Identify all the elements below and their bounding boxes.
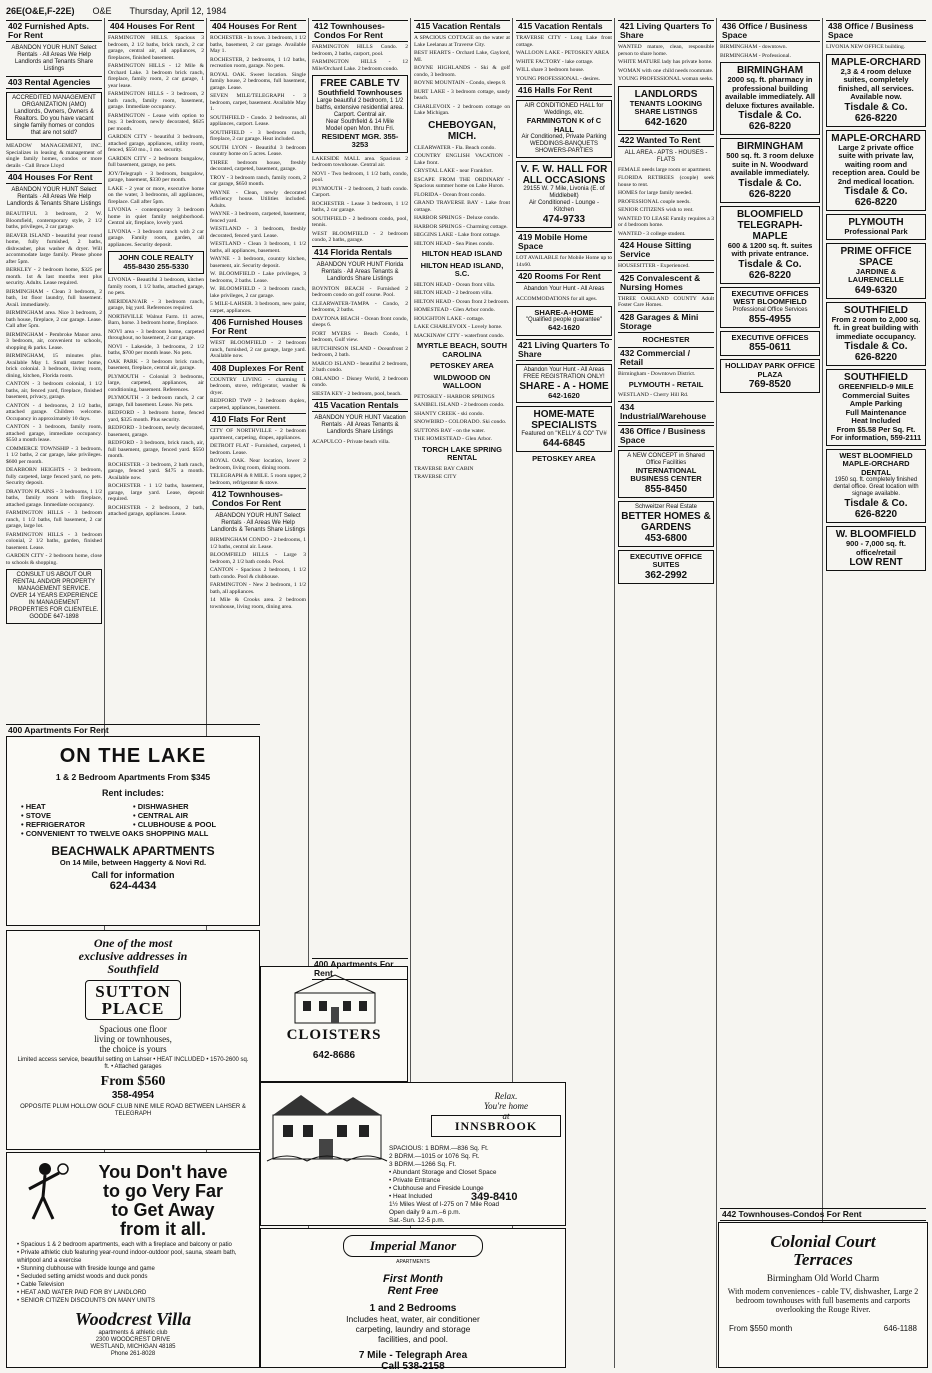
share-a-home-ad: SHARE-A-HOME "Qualified people guarantee" 642-1620: [516, 306, 612, 336]
classified-ad: WAYNE - 3 bedroom, carpeted, basement, fenced yard.: [210, 211, 306, 224]
ad-description: Spacious one floor living or townhouses, the choice is yours: [94, 1024, 172, 1054]
classified-ad: W. BLOOMFIELD - Lake privileges, 3 bedrooms, 2 baths. Lease.: [210, 271, 306, 284]
classified-ad: OAK PARK - 3 bedroom brick ranch, basement, fireplace, central air, garage.: [108, 358, 204, 371]
ad-subtitle: 1 & 2 Bedroom Apartments From $345: [55, 772, 211, 782]
classified-ad: YOUNG PROFESSIONAL - desires.: [516, 75, 601, 82]
classified-ad: BIRMINGHAM CONDO - 2 bedrooms, 1 1/2 baths, central air. Lease.: [210, 537, 306, 550]
classified-ad: SANIBEL ISLAND - 2 bedroom condo.: [414, 402, 505, 408]
masthead: [6, 4, 926, 18]
building-illustration: [291, 973, 379, 1025]
classified-ad: FARMINGTON - Lease with option to buy. 3 bedroom, newly decorated, $625 per month.: [108, 112, 204, 132]
classified-ad: WILL share 3 bedroom house.: [516, 67, 585, 73]
section-header: 415 Vacation Rentals: [516, 20, 612, 33]
classified-ad: WANTED TO LEASE Family requires a 3 or 4 bedroom home.: [618, 215, 714, 228]
classified-ad: GARDEN CITY - 2 bedroom bungalow, full basement, garage, no pets.: [108, 155, 204, 168]
section-header: 415 Vacation Rentals: [312, 399, 408, 412]
section-header: 420 Rooms For Rent: [516, 270, 612, 283]
classified-ad: GARDEN CITY - beautiful 3 bedroom, attached garage, appliances, utility room, fenced, $550 mo., 1 mo. security.: [108, 134, 204, 153]
amenity: • CONVENIENT TO TWELVE OAKS SHOPPING MALL: [21, 829, 209, 838]
section-header: 406 Furnished Houses For Rent: [210, 316, 306, 338]
classified-ad: SIESTA KEY - 2 bedroom, pool, beach.: [312, 390, 402, 397]
classified-ad: WILDWOOD ON WALLOON: [433, 372, 491, 390]
section-header: 404 Houses For Rent: [108, 20, 204, 33]
classified-ad: REDFORD - 3 bedroom, brick ranch, air, full basement, garage, fenced yard. $550 month.: [108, 440, 204, 459]
classified-ad: BEAVER ISLAND - beautiful year round home, fully furnished, 2 baths, dishwasher, plus washer & dryer. Will accommodate large family. Please phone after 5pm.: [6, 232, 102, 265]
classified-ad: DEARBORN HEIGHTS - 3 bedroom, fully carpeted, large fenced yard, no pets. Security deposit.: [6, 467, 102, 486]
section-header: 424 House Sitting Service: [618, 239, 714, 261]
imperial-manor-logo: Imperial Manor: [343, 1235, 483, 1257]
property-location: 7 Mile - Telegraph Area Call 538-2158: [358, 1350, 468, 1372]
phone-number: 624-4434: [109, 880, 157, 892]
classified-ad: WANTED mature, clean, responsible person to share home.: [618, 44, 714, 57]
classified-ad: WOMAN with one child needs roommate.: [618, 67, 714, 74]
section-header: 422 Wanted To Rent: [618, 134, 714, 147]
column-4: [312, 18, 408, 962]
classified-ad: NOVI - Two bedroom, 1 1/2 bath, condo, pool.: [312, 170, 408, 183]
section-header: 432 Commercial / Retail: [618, 347, 714, 369]
ad-title: ON THE LAKE: [59, 745, 207, 767]
classified-ad: THREE bedroom house, freshly decorated, carpeted, basement, garage.: [210, 159, 306, 172]
cloisters-ad: [260, 966, 408, 1082]
classified-ad: DETROIT FLAT - Furnished, carpeted, 1 bedroom. Lease.: [210, 443, 306, 456]
classified-ad: ESCAPE FROM THE ORDINARY - Spacious summer home on Lake Huron.: [414, 176, 510, 189]
classified-ad: SOUTHFIELD - 2 bedroom condo, pool, tennis.: [312, 215, 408, 228]
ad-description: With modern conveniences - cable TV, dishwasher, Large 2 bedroom townhouses with full basements and carports overlooking the Rouge River.: [727, 1287, 919, 1314]
classified-ad: ROCHESTER, 2 bedrooms, 1 1/2 baths, recreation room, garage. No pets.: [210, 56, 306, 69]
classified-ad: TRAVERSE BAY CABIN: [414, 465, 474, 472]
classified-ad: W. BLOOMFIELD - 3 bedroom ranch, lake privileges, 2 car garage.: [210, 286, 306, 299]
classified-ad: PLYMOUTH - 3 bedroom ranch, 2 car garage, full basement. Lease. No pets.: [108, 395, 204, 408]
section-header: 414 Florida Rentals: [312, 246, 408, 259]
tisdale-ad: BIRMINGHAM 500 sq. ft. 3 room deluxe suite in N. Woodward available immediately. Tisdale & Co. 626-8220: [720, 138, 820, 203]
ad-details: Limited access service, beautiful setting on Lahser • HEAT INCLUDED • 1570-2600 sq. ft. • Attached garages: [17, 1057, 249, 1070]
section-header: 434 Industrial/Warehouse: [618, 401, 714, 423]
classified-ad: HUTCHINSON ISLAND - Oceanfront 2 bedroom, 2 bath.: [312, 345, 408, 358]
classified-ad: CRYSTAL LAKE - near Frankfort.: [414, 168, 494, 174]
section-header: 421 Living Quarters To Share: [618, 20, 714, 42]
w-bloomfield-ad: W. BLOOMFIELD 900 - 7,000 sq. ft. office/retail LOW RENT: [826, 526, 926, 571]
classified-ad: ROCHESTER - Lease 3 bedroom, 1 1/2 baths, 2 car garage.: [312, 200, 408, 213]
amenity: • DISHWASHER: [133, 802, 189, 811]
ad-subtitle: Birmingham Old World Charm: [766, 1273, 880, 1283]
classified-ad: BOYNTON BEACH - Furnished 2 bedroom condo on golf course. Pool.: [312, 285, 408, 298]
section-header: 400 Apartments For Rent: [6, 724, 260, 737]
classified-ad: SOUTHFIELD - 3 bedroom ranch, fireplace, 2 car garage. Heat included.: [210, 129, 306, 142]
classified-ad: THREE OAKLAND COUNTY Adult Foster Care Homes.: [618, 295, 714, 308]
classified-ad: ROCHESTER - In town. 3 bedroom, 1 1/2 baths, basement, 2 car garage. Available May 1.: [210, 35, 306, 54]
phone-number: 358-4954: [111, 1090, 155, 1101]
classified-ad: MARCO ISLAND - beautiful 2 bedroom, 2 bath condo.: [312, 360, 408, 373]
plymouth-ad: PLYMOUTH Professional Park: [826, 214, 926, 240]
section-header: 416 Halls For Rent: [516, 84, 612, 97]
beachwalk-ad: [6, 736, 260, 926]
classified-ad: WEST BLOOMFIELD - 2 bedroom condo, 2 baths, garage.: [312, 230, 408, 243]
classified-ad: FARMINGTON - New 2 bedroom, 1 1/2 bath, all appliances.: [210, 582, 306, 595]
slogan-line: One of the most: [93, 936, 173, 950]
classified-ad: FLORIDA RETIREES (couple) seek house to rent.: [618, 175, 714, 188]
classified-ad: Abandon Your Hunt - All Areas: [523, 286, 605, 292]
amenity: • Spacious 1 & 2 bedroom apartments, each with a fireplace and balcony or patio: [17, 1242, 232, 1248]
classified-ad: REDFORD - 3 bedroom, newly decorated, basement, garage.: [108, 425, 204, 438]
prime-office-ad: PRIME OFFICE SPACE JARDINE & LAURENCELLE 649-6320: [826, 243, 926, 299]
classified-ad: CANTON - 3 bedroom, family room, attached garage, immediate occupancy. $550 a month lease.: [6, 424, 102, 443]
classified-ad: LAKE - 2 year or more, executive home on the water, 3 bedrooms, all appliances, fireplace. Call after 5pm.: [108, 185, 204, 205]
classified-ad: LAKESIDE MALL area. Spacious 2 bedroom townhouse. Central air.: [312, 155, 408, 168]
tisdale-ad: WEST BLOOMFIELD MAPLE-ORCHARD DENTAL 1950 sq. ft. completely finished dental office. Great location with signage available. Tisdale & Co. 626-8220: [826, 449, 926, 524]
holliday-park-ad: HOLLIDAY PARK OFFICE PLAZA 769-8520: [720, 359, 820, 393]
section-header: 419 Mobile Home Space: [516, 231, 612, 253]
classified-ad: ABANDON YOUR HUNT Florida Rentals · All Areas Tenants & Landlords Share Listings: [316, 261, 404, 282]
section-header: 412 Townhouses-Condos For Rent: [210, 488, 306, 510]
classified-ad: WALLOON LAKE - PETOSKEY AREA: [516, 50, 610, 56]
home-mate-ad: HOME-MATE SPECIALISTS Featured on "KELLY & CO" TV# 644-6845: [516, 406, 612, 452]
classified-ad: BIRMINGHAM - Clean 3 bedroom, 2 bath, 1st floor laundry, full basement. Avail. immediately.: [6, 288, 102, 308]
phone-number: 349-8410: [471, 1191, 518, 1203]
classified-ad: BIRMINGHAM - downtown.: [720, 44, 787, 50]
amenities-list: [7, 1239, 259, 1307]
promo: First Month Rent Free: [383, 1273, 443, 1297]
property-name: Colonial Court Terraces: [770, 1232, 876, 1269]
classified-ad: CANTON - 4 bedrooms, 2 1/2 baths, attached garage. Children welcome. Occupancy in approximately 10 days.: [6, 402, 102, 422]
classified-ad: ACCOMMODATIONS for all ages.: [516, 296, 598, 302]
classified-ad: WESTLAND - Cherry Hill Rd.: [618, 392, 689, 398]
classified-ad: PETOSKEY AREA: [532, 454, 596, 463]
cloisters-name: CLOISTERS: [286, 1027, 382, 1043]
sutton-place-ad: [6, 930, 260, 1150]
classified-ad: NOVI area - 3 bedroom home, carpeted throughout, no basement, 2 car garage.: [108, 328, 204, 341]
classified-ad: ROYAL OAK. Sweet location. Single family house, 2 bedrooms, full basement, garage. Lease.: [210, 71, 306, 91]
classified-ad: HOMESTEAD - Glen Arbor condo.: [414, 307, 495, 313]
classified-ad: ABANDON YOUR HUNT Select Rentals · All Areas We Help Landlords & Tenants Share Listings: [6, 187, 102, 207]
free-cable-ad: FREE CABLE TV Southfield Townhouses Large beautiful 2 bedroom, 1 1/2 baths, extensive residential area. Carport. Central air. Near Southfield & 14 Mile Model open Mon. thru Fri. RESIDENT MGR. 355-3253: [312, 75, 408, 153]
column-7: [618, 18, 714, 1368]
tisdale-ad: BLOOMFIELD TELEGRAPH-MAPLE 600 & 1200 sq. ft. suites with private entrance. Tisdale & Co. 626-8220: [720, 206, 820, 284]
phone-number: 646-1188: [883, 1324, 917, 1333]
classified-ad: GARDEN CITY - 2 bedroom home, close to schools & shopping.: [6, 553, 102, 566]
classified-ad: HILTON HEAD - 2 bedroom villa.: [414, 290, 493, 296]
tisdale-ad: SOUTHFIELD From 2 room to 2,000 sq. ft. in great building with immediate occupancy. Tisdale & Co. 626-8220: [826, 302, 926, 367]
classified-ad: SOUTH LYON - Beautiful 3 bedroom country home on 5 acres. Lease.: [210, 144, 306, 157]
column-8: [720, 18, 820, 1216]
executive-offices-ad: EXECUTIVE OFFICES WEST BLOOMFIELD Professional Office Services 855-4955: [720, 287, 820, 328]
classified-ad: ABANDON YOUR HUNT Select Rentals · All Areas We Help Landlords and Tenants Share Listings: [11, 45, 97, 72]
classified-ad: PROFESSIONAL couple needs.: [618, 198, 691, 205]
rent-includes-label: Rent includes:: [101, 788, 164, 798]
classified-ad: MERIDIAN/AIR - 3 bedroom ranch, garage, big yard. References required.: [108, 298, 204, 311]
classified-ad: CLEARWATER-TAMPA - Condo, 2 bedrooms, 2 baths.: [312, 300, 408, 313]
classified-ad: WAYNE - 3 bedroom, country kitchen, basement, air. Security deposit.: [210, 256, 306, 269]
classified-ad: BIRMINGHAM - Pembroke Manor area. 3 bedroom, air, convenient to schools, shopping & parks. Lease.: [6, 331, 102, 351]
column-1: [6, 18, 102, 734]
imperial-manor-ad: [260, 1228, 566, 1372]
classified-ad: DRAYTON PLAINS - 3 bedrooms, 1 1/2 baths, family room with fireplace, attached garage. Immediate occupancy.: [6, 488, 102, 508]
amenity: • SENIOR CITIZEN DISCOUNTS ON MANY UNITS: [17, 1298, 155, 1304]
classified-ad: LIVONIA - Beautiful 3 bedroom, kitchen family room, 1 1/2 baths, attached garage, no pets.: [108, 277, 204, 296]
column-2: [108, 18, 204, 734]
classified-ad: WHITE FACTORY - lake cottage.: [516, 58, 594, 65]
classified-ad: TRAVERSE CITY - Long Lake front cottage.: [516, 35, 612, 48]
classified-ad: FEMALE needs large room or apartment.: [618, 166, 712, 173]
classified-ad: HOUGHTON LAKE - cottage.: [414, 315, 485, 322]
classified-ad: LIVONIA NEW OFFICE building.: [826, 44, 906, 50]
classified-ad: SUTTONS BAY - on the water.: [414, 427, 485, 434]
classified-ad: CONSULT US ABOUT OUR RENTAL AND/OR PROPERTY MANAGEMENT SERVICE. OVER 14 YEARS EXPERIENCE IN MANAGEMENT PROPERTIES FOR CLIENTELE. GOODE 647-1898: [6, 569, 102, 624]
schweitzer-ad: Schweitzer Real Estate BETTER HOMES & GARDENS 453-6800: [618, 501, 714, 547]
column-rule: [716, 18, 717, 1368]
classified-ad: NORTHVILLE Walnut Farm. 11 acres, Barn, horse. 3 bedroom home, fireplace.: [108, 313, 204, 326]
section-header: 428 Garages & Mini Storage: [618, 311, 714, 333]
classified-ad: WEST BLOOMFIELD - 2 bedroom ranch, furnished, 2 car garage, large yard. Available now.: [210, 340, 306, 359]
property-location: On 14 Mile, between Haggerty & Novi Rd.: [59, 858, 207, 867]
section-header: 421 Living Quarters To Share: [516, 339, 612, 361]
ad-location: OPPOSITE PLUM HOLLOW GOLF CLUB NINE MILE ROAD BETWEEN LAHSER & TELEGRAPH: [20, 1104, 246, 1117]
section-header: 404 Houses For Rent: [6, 171, 102, 184]
classified-ad: NOVI - Lakeside, 3 bedrooms, 2 1/2 baths, $700 per month lease. No pets.: [108, 343, 204, 356]
column-rule: [614, 18, 615, 1368]
executive-suites-ad: EXECUTIVE OFFICE SUITES 362-2992: [618, 550, 714, 584]
property-name: Woodcrest Villa: [74, 1309, 192, 1329]
classified-ad: HILTON HEAD - Ocean front 2 bedroom.: [414, 298, 510, 305]
classified-ad: FARMINGTON HILLS - 3 bedroom ranch, 1 1/2 baths, full basement, 2 car garage, large lot.: [6, 510, 102, 529]
classified-ad: DAYTONA BEACH - Ocean front condo, sleeps 6.: [312, 315, 408, 328]
classified-ad: TROY - 3 bedroom ranch, family room, 2 car garage, $650 month.: [210, 174, 306, 187]
ad-footer: [719, 1324, 927, 1333]
section-header: 425 Convalescent & Nursing Homes: [618, 272, 714, 294]
classified-ad: ROCHESTER - 2 bedroom, 2 bath, attached garage, appliances. Lease.: [108, 504, 204, 517]
classified-ad: BOYNE HIGHLANDS - Ski & golf condo, 3 bedroom.: [414, 65, 510, 78]
classified-ad: CANTON - 3 bedroom colonial, 1 1/2 baths, air, fenced yard, fireplace, finished basement, privacy, garage.: [6, 381, 102, 400]
classified-ad: ROYAL OAK. Near location, lower 2 bedroom, living room, dining room.: [210, 458, 306, 471]
colonial-court-ad: [718, 1222, 928, 1368]
amenity: • REFRIGERATOR: [21, 820, 86, 829]
classified-ad: REDFORD TWP - 2 bedroom duplex, carpeted, appliances, basement.: [210, 398, 306, 411]
property-name: BEACHWALK APARTMENTS: [51, 844, 215, 858]
classified-ad: FARMINGTON HILLS - 12 Mile & Orchard Lake. 3 bedroom brick ranch, fireplace, family room, 2 car garage, 1 year lease.: [108, 63, 204, 89]
classified-ad: SNOWBIRD - COLORADO. Ski condo.: [414, 419, 507, 425]
classified-ad: HILTON HEAD - Sea Pines condo.: [414, 240, 494, 247]
section-header: 410 Flats For Rent: [210, 413, 306, 426]
classified-ad: 5 MILE-LAHSER. 3 bedroom, new paint, carpet, appliances.: [210, 301, 306, 314]
amenities-list: [7, 802, 259, 829]
tisdale-ad: MAPLE-ORCHARD Large 2 private office suite with private lav, waiting room and reception area. Could be 2nd medical location. Tisdale & Co. 626-8220: [826, 130, 926, 212]
classified-ad: ACAPULCO - Private beach villa.: [312, 439, 390, 445]
classified-ad: FARMINGTON HILLS - 3 bedroom, 2 bath ranch, family room, basement, garage. Immediate occupancy.: [108, 91, 204, 110]
classified-ad: BIRMINGHAM - Professional.: [720, 52, 792, 59]
amenity: • STOVE: [21, 811, 51, 820]
classified-ad: COUNTRY LIVING - charming 1 bedroom, stove, refrigerator, washer & dryer.: [210, 376, 306, 396]
amenity: • Private athletic club featuring year-round indoor-outdoor pool, sauna, steam bath, whirlpool and a exercise: [17, 1250, 237, 1264]
classified-ad: ABANDON YOUR HUNT Select Rentals · All Areas We Help Landlords & Tenants Share Listings: [210, 513, 306, 533]
classified-ad: BURT LAKE - 3 bedroom cottage, sandy beach.: [414, 88, 510, 101]
classified-ad: 14 Mile & Crooks area. 2 bedroom townhouse, living room, dining area.: [210, 597, 306, 610]
issue-date: Thursday, April 12, 1984: [129, 6, 227, 16]
classified-ad: PETOSKEY - HARBOR SPRINGS: [414, 393, 495, 400]
tennis-player-illustration: [15, 1159, 71, 1223]
tisdale-ad: BIRMINGHAM 2000 sq. ft. pharmacy in professional building available immediately. All deluxe fixtures available. Tisdale & Co. 626-8220: [720, 62, 820, 135]
section-header: 412 Townhouses-Condos For Rent: [312, 20, 408, 42]
classified-ad: GRAND TRAVERSE BAY - Lake front cottage.: [414, 200, 510, 213]
classified-ad: TELEGRAPH & 8 MILE. 5 room upper, 2 bedroom, refrigerator & stove.: [210, 473, 306, 486]
executive-offices-ad: EXECUTIVE OFFICES 855-0611: [720, 331, 820, 357]
column-5: [414, 18, 510, 1078]
ad-slogan: Relax. You're home at: [483, 1091, 528, 1121]
classified-ad: BIRMINGHAM area. Nice 3 bedroom, 2 bath house, fireplace, 2 car garage. Lease. Call after 5pm.: [6, 310, 102, 329]
classified-ad: ABANDON YOUR HUNT Vacation Rentals · All Areas Tenants & Landlords Share Listings: [314, 415, 406, 435]
price: From $560: [100, 1074, 166, 1089]
classified-ad: BLOOMFIELD HILLS - Large 3 bedroom, 2 1/2 bath condo. Pool.: [210, 552, 306, 565]
classified-ad: SENIOR CITIZENS wish to rent.: [618, 207, 694, 213]
section-header: 400 Apartments For Rent: [312, 958, 408, 980]
classified-ad: BOYNE MOUNTAIN - Condo, sleeps 8.: [414, 80, 507, 86]
classified-ad: HILTON HEAD ISLAND: [421, 249, 503, 258]
classified-ad: CITY OF NORTHVILLE - 2 bedroom apartment, carpeting, drapes, appliances.: [210, 428, 306, 441]
inclusions: Includes heat, water, air conditioner carpeting, laundry and storage facilities, and pool.: [346, 1314, 480, 1344]
classified-ad: HOMES for large family needed.: [618, 190, 693, 196]
classified-ad: PLYMOUTH - 2 bedroom, 2 bath condo. Carport.: [312, 185, 408, 198]
cloisters-phone: 642-8686: [312, 1050, 356, 1061]
amenity: • HEAT AND WATER PAID FOR BY LANDLORD: [17, 1290, 147, 1296]
classified-ad: HARBOR SPRINGS - Charming cottage.: [414, 223, 508, 230]
classified-ad: JOHN COLE REALTY 455-8430 255-5330: [108, 251, 204, 274]
section-header: 436 Office / Business Space: [720, 20, 820, 42]
classified-ad: A SPACIOUS COTTAGE on the water at Lake Leelanau at Traverse City.: [414, 35, 510, 48]
classified-ad: ROCHESTER: [642, 334, 690, 344]
innsbrook-logo: INNSBROOK: [431, 1115, 561, 1137]
amenities-list: [7, 829, 259, 838]
classified-ad: PETOSKEY AREA: [430, 361, 494, 370]
classified-ad: FLORIDA - Ocean front condo.: [414, 191, 486, 198]
classified-ad: YOUNG PROFESSIONAL woman seeks.: [618, 76, 714, 82]
classified-ad: REDFORD - 3 bedroom home, fenced yard, $325 month. Plus security.: [108, 410, 204, 423]
classified-ad: SEVEN MILE/TELEGRAPH - 3 bedroom, carpet, basement. Available May 1.: [210, 93, 306, 112]
classified-ad: LOT AVAILABLE for Mobile Home up to 14x60.: [516, 255, 612, 268]
column-rule: [822, 18, 823, 1368]
classified-ad: CHARLEVOIX - 2 bedroom cottage on Lake Michigan.: [414, 103, 510, 116]
section-header: 403 Rental Agencies: [6, 76, 102, 89]
classified-ad: FARMINGTON HILLS Condo. 2 bedroom, 2 baths, carport, pool.: [312, 44, 408, 57]
classified-ad: BERKLEY - 2 bedroom home, $325 per month. 1st & last months rent plus security. Adults. Lease required.: [6, 267, 102, 286]
vfw-hall-ad: V. F. W. HALL FOR ALL OCCASIONS 29155 W. 7 Mile, Livonia (E. of Middlebelt) Air Conditioned - Lounge - Kitchen 474-9733: [516, 161, 612, 228]
amenity: • HEAT: [21, 802, 46, 811]
amenity: • Secluded setting amidst woods and duck ponds: [17, 1274, 148, 1280]
column-9: [826, 18, 926, 1216]
logo-subtitle: APARTMENTS: [396, 1259, 430, 1265]
classified-ad: WESTLAND - 3 bedroom, freshly decorated, fenced yard. Lease.: [210, 226, 306, 239]
classified-ad: HILTON HEAD - Ocean front villa.: [414, 281, 496, 288]
call-to-action: Call for information: [91, 870, 175, 880]
classified-ad: CLEARWATER - Fla. Beach condo.: [414, 144, 496, 151]
column-4-lower-header: [312, 958, 408, 978]
slogan-line: exclusive addresses in: [78, 949, 188, 963]
classified-ad: FORT MYERS - Beach Condo, 1 bedroom, Gulf view.: [312, 330, 408, 343]
classified-ad: MEADOW MANAGEMENT, INC. Specializes in leasing & management of single family homes, condos or more details - Call Bruce Lloyd: [6, 143, 102, 169]
classified-ad: MYRTLE BEACH, SOUTH CAROLINA: [417, 341, 507, 359]
building-illustration: [267, 1089, 387, 1163]
international-business-center-ad: A NEW CONCEPT in Shared Office Facilities INTERNATIONAL BUSINESS CENTER 855-8450: [618, 450, 714, 498]
classified-ad: ORLANDO - Disney World, 2 bedroom condo.: [312, 375, 408, 388]
share-a-home-ad-2: Abandon Your Hunt - All Areas FREE REGISTRATION ONLY! SHARE - A - HOME 642-1620: [516, 364, 612, 404]
ad-headline: You Don't have to go Very Far to Get Away from it all.: [98, 1162, 228, 1239]
slogan-line: Southfield: [107, 962, 159, 976]
southfield-ad: SOUTHFIELD GREENFIELD-9 MILE Commercial Suites Ample Parking Full Maintenance Heat Included From $5.58 Per Sq. Ft. For information, 559-2111: [826, 369, 926, 446]
ad-address: apartments & athletic club 2300 WOODCREST DRIVE WESTLAND, MICHIGAN 48185 Phone 261-8028: [90, 1330, 176, 1357]
classified-ad: FARMINGTON HILLS. Spacious 3 bedroom, 2 1/2 baths, brick ranch, 2 car garage, central air, all appliances, 2 fireplaces, finished basement.: [108, 35, 204, 61]
classified-ad: BEST HEARTS - Orchard Lake, Gaylord, MI.: [414, 50, 510, 63]
classified-ad: COMMERCE TOWNSHIP - 3 bedroom, 1 1/2 baths, 2 car garage, lake privileges. $600 per month.: [6, 445, 102, 465]
amenity: • CENTRAL AIR: [133, 811, 189, 820]
classified-ad: WHITE MATURE lady has private home.: [618, 59, 713, 65]
classified-ad: WAYNE - Clean, newly decorated efficiency house. Utilities included. Adults.: [210, 189, 306, 209]
classified-ad: PLYMOUTH - RETAIL: [628, 379, 704, 389]
classified-ad: SOUTHFIELD - Condo. 2 bedrooms, all appliances, carport. Lease.: [210, 114, 306, 127]
classified-ad: JOY/Telegraph - 3 bedroom, bungalow, garage, basement, $330 per month.: [108, 170, 204, 183]
section-header: 408 Duplexes For Rent: [210, 362, 306, 375]
classified-ad: CHEBOYGAN, MICH.: [428, 119, 496, 142]
section-header: 442 Townhouses-Condos For Rent: [720, 1208, 926, 1221]
classified-ad: SHANTY CREEK - ski condo.: [414, 410, 484, 417]
section-header: 404 Houses For Rent: [210, 20, 306, 33]
classified-ad: MACKINAW CITY - waterfront condo.: [414, 332, 505, 339]
section-header: 436 Office / Business Space: [618, 425, 714, 447]
classified-ad: FARMINGTON HILLS - 3 bedroom colonial, 2 1/2 baths, garden, finished basement. Lease.: [6, 531, 102, 551]
classified-ad: TORCH LAKE SPRING RENTAL: [422, 444, 502, 462]
unit-types: 1 and 2 Bedrooms: [369, 1303, 457, 1314]
page-number: 26E(O&E,F-22E): [6, 6, 75, 16]
classified-ad: LIVONIA - 3 bedroom ranch with 2 car garage. Family room, garden, all appliances. Security deposit.: [108, 228, 204, 248]
classified-ad: HARBOR SPRINGS - Deluxe condo.: [414, 215, 499, 221]
tisdale-ad: MAPLE-ORCHARD 2,3 & 4 room deluxe suites, completely finished, all services. Available now. Tisdale & Co. 626-8220: [826, 54, 926, 127]
sutton-place-logo: SUTTON PLACE: [85, 980, 181, 1020]
classified-ad: PLYMOUTH - Colonial 3 bedrooms, large, carpeted, appliances, air conditioning, basement. References.: [108, 373, 204, 393]
classified-ad: ROCHESTER - 3 bedroom, 2 bath ranch, garage, fenced yard. $475 a month. Available now.: [108, 461, 204, 481]
price: From $550 month: [729, 1324, 793, 1333]
paper-name: O&E: [92, 6, 112, 16]
classified-ad: TRAVERSE CITY: [414, 474, 457, 480]
classified-ad: LAKE CHARLEVOIX - Lovely home.: [414, 324, 503, 330]
innsbrook-ad: [260, 1082, 566, 1226]
section-header: 402 Furnished Apts. For Rent: [6, 20, 102, 42]
classified-ad: HILTON HEAD ISLAND, S.C.: [420, 260, 504, 278]
amenity: • CLUBHOUSE & POOL: [133, 820, 217, 829]
woodcrest-villa-ad: [6, 1152, 260, 1368]
classified-ad: WANTED - 3 college student.: [618, 230, 686, 237]
unit-specs: SPACIOUS: 1 BDRM.—836 Sq. Ft. 2 BDRM.—1015 or 1076 Sq. Ft. 3 BDRM.—1266 Sq. Ft. • Abundant Storage and Closet Space • Private Entrance • Clubhouse and Fireside Lounge • Heat Included 1½ Miles West of I-275 on 7 Mile Road Open daily 9 a.m.–6 p.m. Sat.-Sun. 12-5 p.m.: [389, 1145, 499, 1224]
classified-ad: HOUSESITTER - Experienced.: [618, 263, 690, 269]
classified-ad: CANTON - Spacious 2 bedroom, 1 1/2 bath condo. Pool & clubhouse.: [210, 567, 306, 580]
classified-ad: Birmingham - Downtown District.: [618, 371, 696, 377]
landlords-ad: LANDLORDS TENANTS LOOKING SHARE LISTINGS 642-1620: [618, 86, 714, 131]
classified-ad: THE HOMESTEAD - Glen Arbor.: [414, 436, 492, 442]
amenity: • Stunning clubhouse with fireside lounge and game: [17, 1266, 155, 1272]
classified-ad: BIRMINGHAM, 15 minutes plus. Available May 1. Small starter home, brick colonial. 3 bedroom, living room, dining, kitchen, Florida room.: [6, 353, 102, 379]
classified-ad: ROCHESTER - 1 1/2 baths, basement, garage, large yard. Lease, deposit required.: [108, 483, 204, 502]
classified-ad: COUNTRY ENGLISH VACATION - Lake front.: [414, 153, 510, 166]
classified-ad: FARMINGTON HILLS - 12 Mile/Orchard Lake. 2 bedroom condo.: [312, 59, 408, 72]
classified-ad: HIGGINS LAKE - Lake front cottage.: [414, 232, 501, 238]
classified-ad: AIR CONDITIONED HALL for Weddings, etc. FARMINGTON K of C HALL Air Conditioned, Private Parking WEDDINGS-BANQUETS SHOWERS-PARTIES: [516, 100, 612, 158]
amenity: • Cable Television: [17, 1282, 65, 1288]
classified-ad: WESTLAND - Clean 3 bedroom, 1 1/2 baths, all appliances, basement.: [210, 241, 306, 254]
ad-slogan: [7, 937, 259, 976]
classified-ad: LIVONIA - contemporary 3 bedroom home in quiet family neighborhood. Central air, fireplace, lovely yard.: [108, 207, 204, 226]
classified-ad: BEAUTIFUL 3 bedroom, 2 W. Bloomfield, contemporary style, 2 1/2 baths, privileges, 2 car garage.: [6, 211, 102, 230]
classified-ad: ACCREDITED MANAGEMENT ORGANIZATION (AMO) Landlords, Owners, Owners & Realtors. Do you have vacant single family homes or condos that are not sold?: [6, 92, 102, 140]
section-header: 438 Office / Business Space: [826, 20, 926, 42]
section-header: 415 Vacation Rentals: [414, 20, 510, 33]
classified-ad: ALL AREA - APTS - HOUSES - FLATS: [624, 149, 708, 163]
